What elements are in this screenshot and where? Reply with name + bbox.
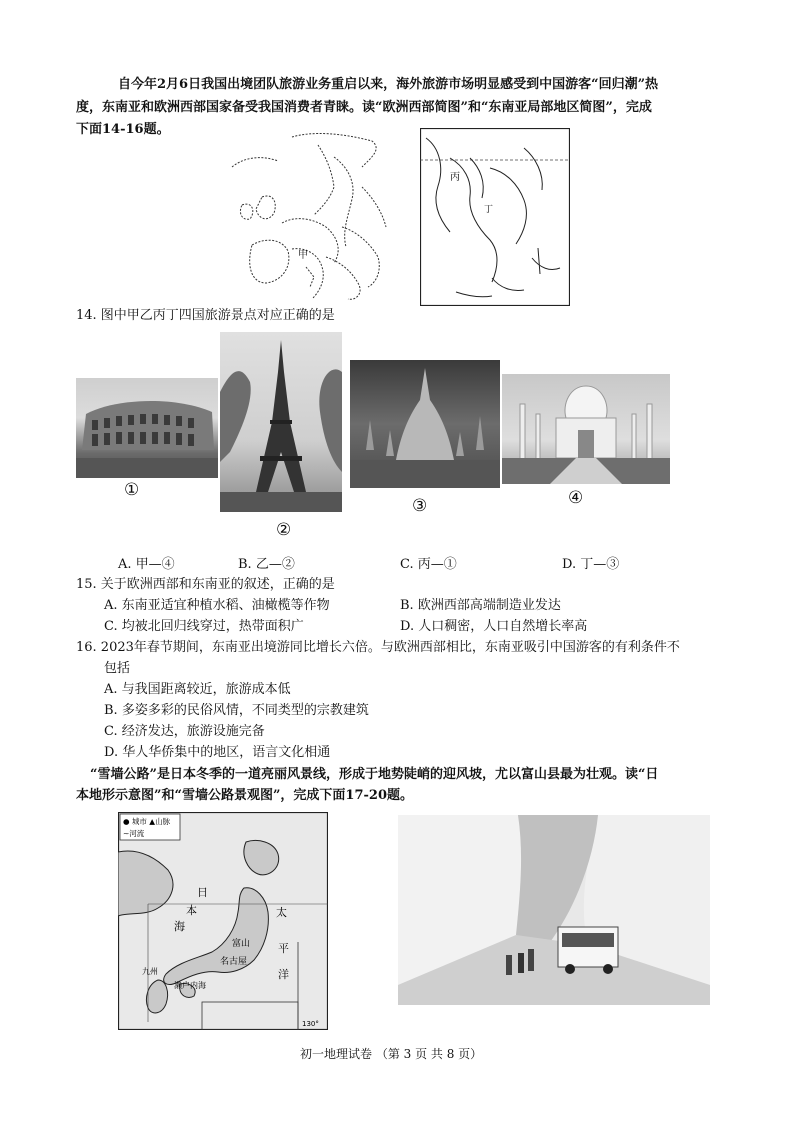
pagoda-photo [350,360,500,488]
q16-option-b: B. 多姿多彩的民俗风情，不同类型的宗教建筑 [104,703,369,718]
label-yang: 洋 [278,968,289,981]
photo-number-4: ④ [568,488,584,508]
label-fushan: 富山 [232,939,251,949]
q14-option-b: B. 乙—② [238,557,295,572]
q16-stem-line-2: 包括 [104,661,131,676]
q16-stem-line-1: 16. 2023年春节期间，东南亚出境游同比增长六倍。与欧洲西部相比，东南亚吸引中国游客的有利条件不 [76,640,680,655]
label-130: 130° [302,1020,319,1028]
q15-option-a: A. 东南亚适宜种植水稻、油橄榄等作物 [104,598,330,613]
label-jiuzhou: 九州 [142,967,158,976]
photo-number-2: ② [276,520,292,540]
q15-stem: 15. 关于欧洲西部和东南亚的叙述，正确的是 [76,577,335,592]
colosseum-photo [76,378,218,478]
photo-number-3: ③ [412,496,428,516]
q15-option-c: C. 均被北回归线穿过，热带面积广 [104,619,304,634]
intro2-line-1: “雪墙公路”是日本冬季的一道亮丽风景线，形成于地势陡峭的迎风坡，尤以富山县最为壮观。读“日 [90,767,659,782]
intro2-line-2: 本地形示意图”和“雪墙公路景观图”，完成下面17-20题。 [76,788,414,803]
label-mingguwu: 名古屋 [220,957,248,967]
q14-option-a: A. 甲—④ [118,557,175,572]
page-footer: 初一地理试卷 （第 3 页 共 8 页） [300,1047,483,1061]
photo-number-1: ① [124,480,140,500]
label-ben: 本 [186,904,197,917]
eiffel-tower-photo [220,332,342,512]
europe-map [222,127,394,307]
intro-line-1: 自今年2月6日我国出境团队旅游业务重启以来，海外旅游市场明显感受到中国游客“回归潮”热 [118,77,659,92]
sea-label-bing: 丙 [450,172,460,183]
q16-option-a: A. 与我国距离较近，旅游成本低 [104,682,291,697]
europe-label-jia: 甲 [298,250,308,261]
sea-label-ding: 丁 [484,205,494,215]
snow-wall-road-photo [398,815,710,1005]
label-tai: 太 [276,906,287,919]
q14-stem: 14. 图中甲乙丙丁四国旅游景点对应正确的是 [76,308,335,323]
legend-city-mountain: ● 城市 ▲山脉 [123,817,171,826]
taj-mahal-photo [502,374,670,484]
label-ri: 日 [197,886,208,899]
q16-option-c: C. 经济发达，旅游设施完备 [104,724,265,739]
q14-option-d: D. 丁—③ [562,557,620,572]
q15-option-b: B. 欧洲西部高端制造业发达 [400,598,561,613]
legend-river: ∼河流 [123,829,145,838]
intro-line-2: 度，东南亚和欧洲西部国家备受我国消费者青睐。读“欧洲西部简图”和“东南亚局部地区简图”，完成 [76,100,652,115]
label-ping: 平 [278,942,289,955]
label-chunei: 濑户内海 [174,981,206,990]
intro-line-3: 下面14-16题。 [76,122,170,137]
q15-option-d: D. 人口稠密，人口自然增长率高 [400,619,588,634]
japan-terrain-map [118,812,328,1030]
southeast-asia-map [420,128,570,306]
label-hai: 海 [174,920,185,933]
q14-option-c: C. 丙—① [400,557,457,572]
q16-option-d: D. 华人华侨集中的地区，语言文化相通 [104,745,331,760]
